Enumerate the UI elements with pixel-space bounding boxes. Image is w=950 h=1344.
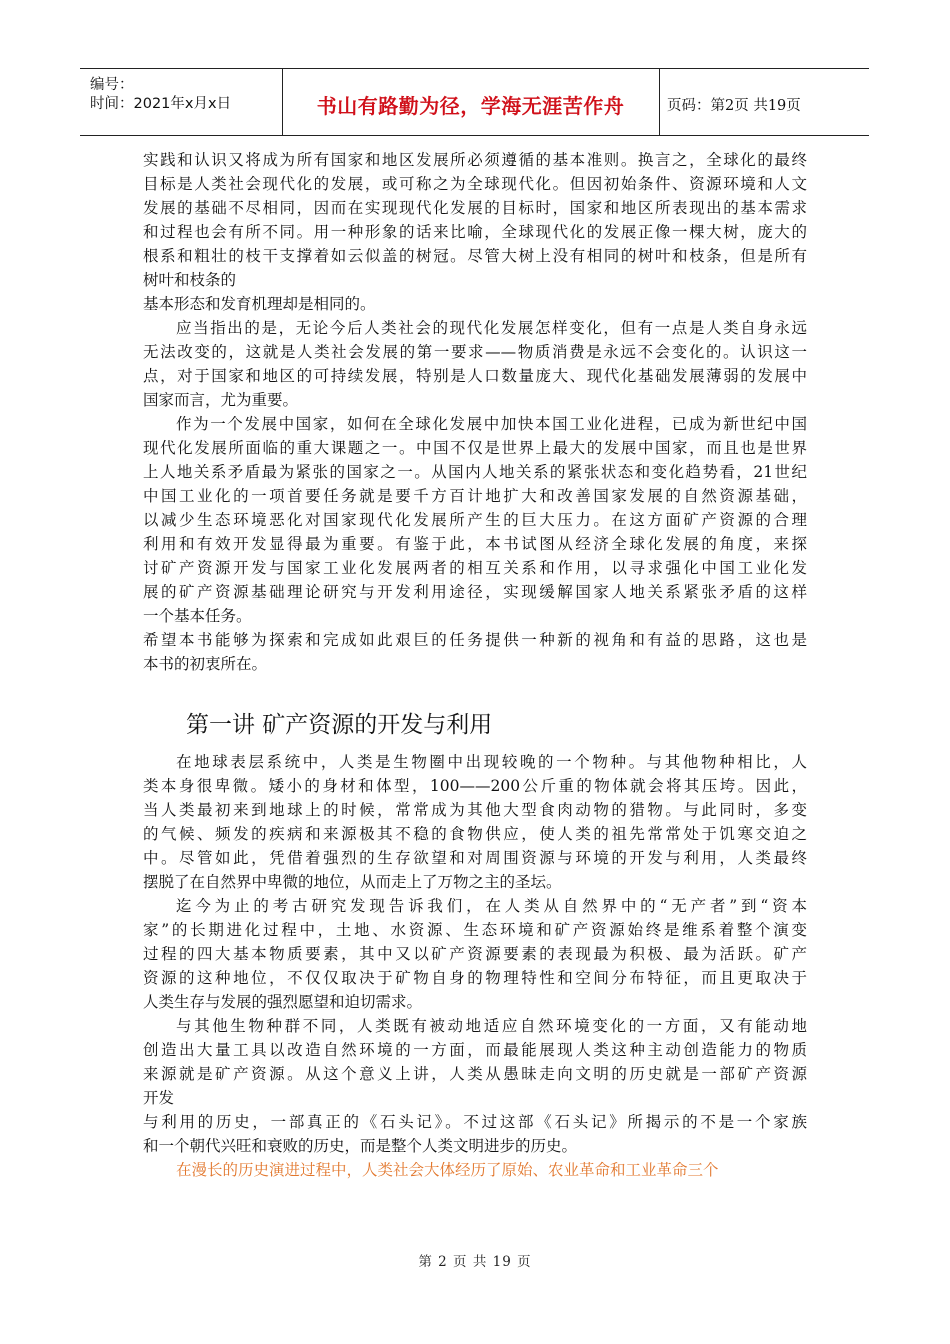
paragraph: [143, 1014, 807, 1110]
text-line: 的气候、频发的疾病和来源极其不稳的食物供应，使人类的祖先常常处于饥寒交迫之: [143, 825, 807, 843]
text-line: 创造出大量工具以改造自然环境的一方面，而最能展现人类这种主动创造能力的物质: [143, 1041, 807, 1059]
paragraph: [143, 1110, 807, 1158]
paragraph: [143, 316, 807, 412]
paragraph: [143, 628, 807, 676]
text-line: 一个基本任务。: [143, 607, 252, 625]
paragraph: [143, 292, 807, 316]
text-line: 中国工业化的一项首要任务就是要千方百计地扩大和改善国家发展的自然资源基础，: [143, 487, 807, 505]
text-line: 与利用的历史，一部真正的《石头记》。不过这部《石头记》所揭示的不是一个家族: [143, 1113, 807, 1131]
paragraph: [143, 148, 807, 292]
text-line: 实践和认识又将成为所有国家和地区发展所必须遵循的基本准则。换言之，全球化的最终: [143, 151, 807, 169]
footer-page-number: 2: [438, 1254, 448, 1270]
text-line: 应当指出的是，无论今后人类社会的现代化发展怎样变化，但有一点是人类自身永远: [176, 319, 807, 337]
header-meta-cell: [80, 69, 283, 135]
paragraph: [143, 1158, 807, 1182]
text-line: 中。尽管如此，凭借着强烈的生存欲望和对周围资源与环境的开发与利用，人类最终: [143, 849, 807, 867]
body-text: [143, 148, 807, 1182]
footer-prefix: 第: [418, 1254, 433, 1270]
text-line: 展的矿产资源基础理论研究与开发利用途径，实现缓解国家人地关系紧张矛盾的这样: [143, 583, 807, 601]
text-line: 国家而言，尤为重要。: [143, 391, 299, 409]
text-line: 与其他生物种群不同，人类既有被动地适应自然环境变化的一方面，又有能动地: [176, 1017, 807, 1035]
page-footer: [0, 1250, 950, 1270]
text-line: 和一个朝代兴旺和衰败的历史，而是整个人类文明进步的历史。: [143, 1137, 578, 1155]
text-line: 现代化发展所面临的重大课题之一。中国不仅是世界上最大的发展中国家，而且也是世界: [143, 439, 807, 457]
text-line: 和过程也会有所不同。用一种形象的话来比喻，全球现代化的发展正像一棵大树，庞大的: [143, 223, 807, 241]
document-time-label: 时间：2021年x月x日: [90, 96, 232, 112]
paragraph: [143, 894, 807, 1014]
text-line: 开发: [143, 1089, 175, 1107]
text-line: 类本身很卑微。矮小的身材和体型，100——200公斤重的物体就会将其压垮。因此，: [143, 777, 807, 795]
intro-section: [143, 148, 807, 676]
text-line: 来源就是矿产资源。从这个意义上讲，人类从愚昧走向文明的历史就是一部矿产资源: [143, 1065, 807, 1083]
text-line: 家”的长期进化过程中，土地、水资源、生态环境和矿产资源始终是维系着整个演变: [143, 921, 807, 939]
text-line: 人类生存与发展的强烈愿望和迫切需求。: [143, 993, 423, 1011]
text-line: 以减少生态环境恶化对国家现代化发展所产生的巨大压力。在这方面矿产资源的合理: [143, 511, 807, 529]
text-line: 讨矿产资源开发与国家工业化发展两者的相互关系和作用，以寻求强化中国工业化发: [143, 559, 807, 577]
header-motto: 书山有路勤为径，学海无涯苦作舟: [316, 94, 625, 118]
lecture-one-section: [143, 750, 807, 1182]
footer-total-pages: 19: [492, 1254, 512, 1270]
text-line: 摆脱了在自然界中卑微的地位，从而走上了万物之主的圣坛。: [143, 873, 562, 891]
text-line: 目标是人类社会现代化的发展，或可称之为全球现代化。但因初始条件、资源环境和人文: [143, 175, 807, 193]
text-line: 过程的四大基本物质要素，其中又以矿产资源要素的表现最为积极、最为活跃。矿产: [143, 945, 807, 963]
page-header: [80, 68, 869, 136]
text-line: 基本形态和发育机理却是相同的。: [143, 295, 376, 313]
text-line: 资源的这种地位，不仅仅取决于矿物自身的物理特性和空间分布特征，而且更取决于: [143, 969, 807, 987]
text-line: 希望本书能够为探索和完成如此艰巨的任务提供一种新的视角和有益的思路，这也是: [143, 631, 807, 649]
text-line: 在地球表层系统中，人类是生物圈中出现较晚的一个物种。与其他物种相比，人: [176, 753, 807, 771]
text-line: 当人类最初来到地球上的时候，常常成为其他大型食肉动物的猎物。与此同时，多变: [143, 801, 807, 819]
text-line: 在漫长的历史演进过程中，人类社会大体经历了原始、农业革命和工业革命三个: [176, 1161, 719, 1179]
document-number-label: 编号：: [90, 77, 134, 93]
paragraph: [143, 750, 807, 894]
header-page-cell: [659, 69, 869, 135]
text-line: 迄今为止的考古研究发现告诉我们，在人类从自然界中的“无产者”到“资本: [176, 897, 807, 915]
text-line: 无法改变的，这就是人类社会发展的第一要求——物质消费是永远不会变化的。认识这一: [143, 343, 807, 361]
text-line: 点，对于国家和地区的可持续发展，特别是人口数量庞大、现代化基础发展薄弱的发展中: [143, 367, 807, 385]
text-line: 树叶和枝条的: [143, 271, 237, 289]
text-line: 上人地关系矛盾最为紧张的国家之一。从国内人地关系的紧张状态和变化趋势看，21世纪: [143, 463, 807, 481]
section-heading: 第一讲 矿产资源的开发与利用: [186, 712, 493, 738]
header-page-info: 页码：第2页 共19页: [667, 98, 801, 114]
text-line: 本书的初衷所在。: [143, 655, 268, 673]
text-line: 作为一个发展中国家，如何在全球化发展中加快本国工业化进程，已成为新世纪中国: [176, 415, 807, 433]
text-line: 发展的基础不尽相同，因而在实现现代化发展的目标时，国家和地区所表现出的基本需求: [143, 199, 807, 217]
footer-middle: 页 共: [453, 1254, 488, 1270]
header-motto-cell: [282, 69, 660, 135]
text-line: 根系和粗壮的枝干支撑着如云似盖的树冠。尽管大树上没有相同的树叶和枝条，但是所有: [143, 247, 807, 265]
text-line: 利用和有效开发显得最为重要。有鉴于此，本书试图从经济全球化发展的角度，来探: [143, 535, 807, 553]
paragraph: [143, 412, 807, 628]
footer-suffix: 页: [517, 1254, 532, 1270]
